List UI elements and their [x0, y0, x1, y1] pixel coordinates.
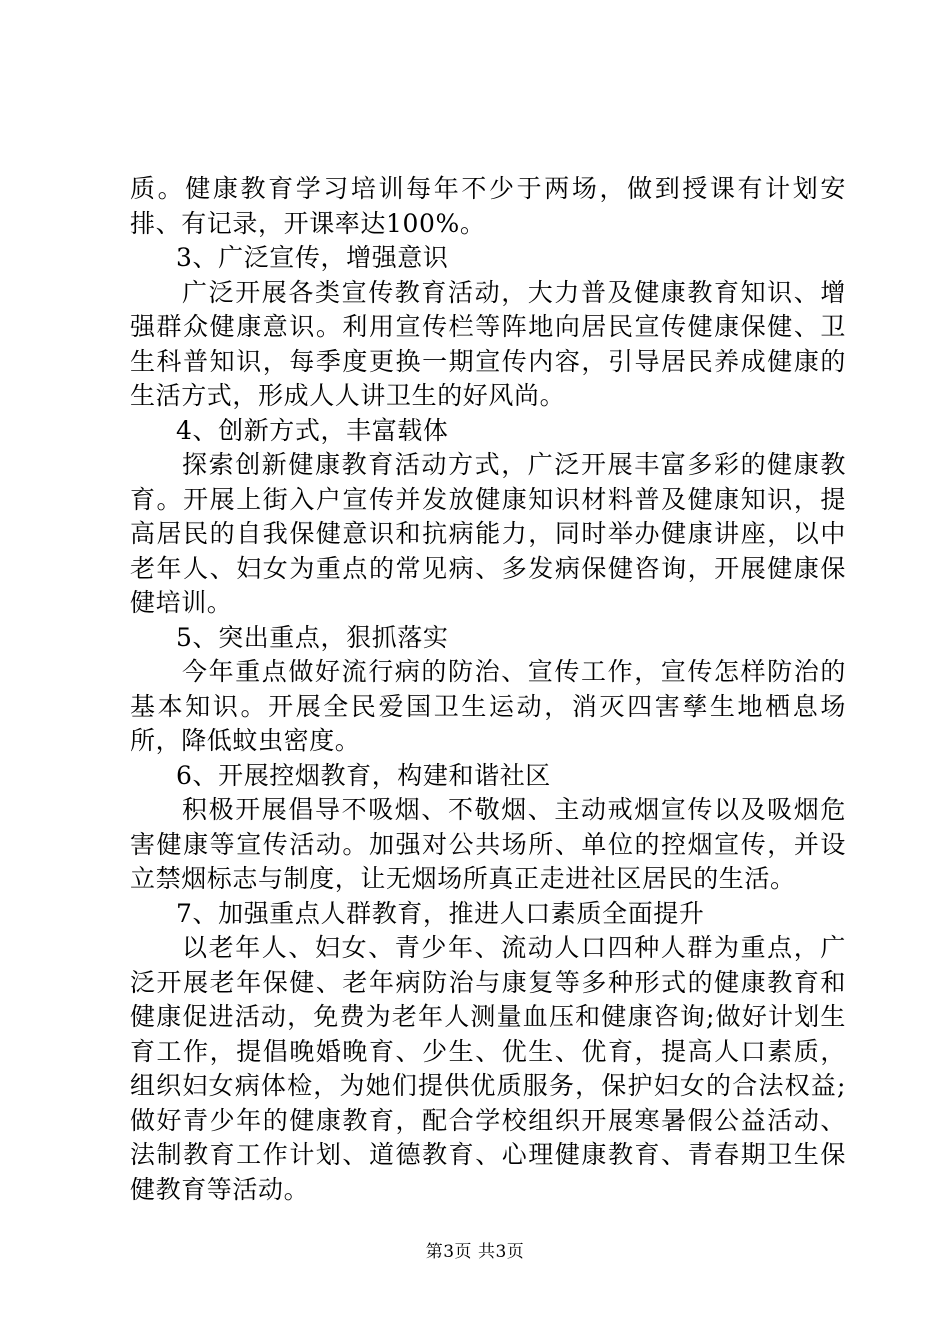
section-heading-6: 6、开展控烟教育，构建和谐社区	[176, 760, 551, 790]
section-body-6: 积极开展倡导不吸烟、不敬烟、主动戒烟宣传以及吸烟危害健康等宣传活动。加强对公共场所、单位的控烟宣传，并设立禁烟标志与制度，让无烟场所真正走进社区居民的生活。	[130, 795, 846, 893]
section-body-5: 今年重点做好流行病的防治、宣传工作，宣传怎样防治的基本知识。开展全民爱国卫生运动，消灭四害孳生地栖息场所，降低蚊虫密度。	[130, 657, 846, 755]
section-heading-4: 4、创新方式，丰富载体	[176, 415, 449, 445]
continuation-paragraph: 质。健康教育学习培训每年不少于两场，做到授课有计划安排、有记录，开课率达100%。	[130, 174, 846, 238]
document-body	[130, 172, 846, 1207]
page-number-footer: 第3页 共3页	[425, 1242, 525, 1262]
section-heading-7: 7、加强重点人群教育，推进人口素质全面提升	[176, 898, 705, 928]
section-body-7: 以老年人、妇女、青少年、流动人口四种人群为重点，广泛开展老年保健、老年病防治与康复等多种形式的健康教育和健康促进活动，免费为老年人测量血压和健康咨询;做好计划生育工作，提倡晚婚晚育、少生、优生、优育，提高人口素质，组织妇女病体检，为她们提供优质服务，保护妇女的合法权益;做好青少年的健康教育，配合学校组织开展寒暑假公益活动、法制教育工作计划、道德教育、心理健康教育、青春期卫生保健教育等活动。	[130, 933, 846, 1204]
section-heading-3: 3、广泛宣传，增强意识	[176, 243, 449, 272]
section-heading-5: 5、突出重点，狠抓落实	[176, 622, 449, 652]
section-body-3: 广泛开展各类宣传教育活动，大力普及健康教育知识、增强群众健康意识。利用宣传栏等阵地向居民宣传健康保健、卫生科普知识，每季度更换一期宣传内容，引导居民养成健康的生活方式，形成人人讲卫生的好风尚。	[130, 277, 846, 410]
section-body-4: 探索创新健康教育活动方式，广泛开展丰富多彩的健康教育。开展上街入户宣传并发放健康知识材料普及健康知识，提高居民的自我保健意识和抗病能力，同时举办健康讲座，以中老年人、妇女为重点的常见病、多发病保健咨询，开展健康保健培训。	[130, 450, 846, 617]
